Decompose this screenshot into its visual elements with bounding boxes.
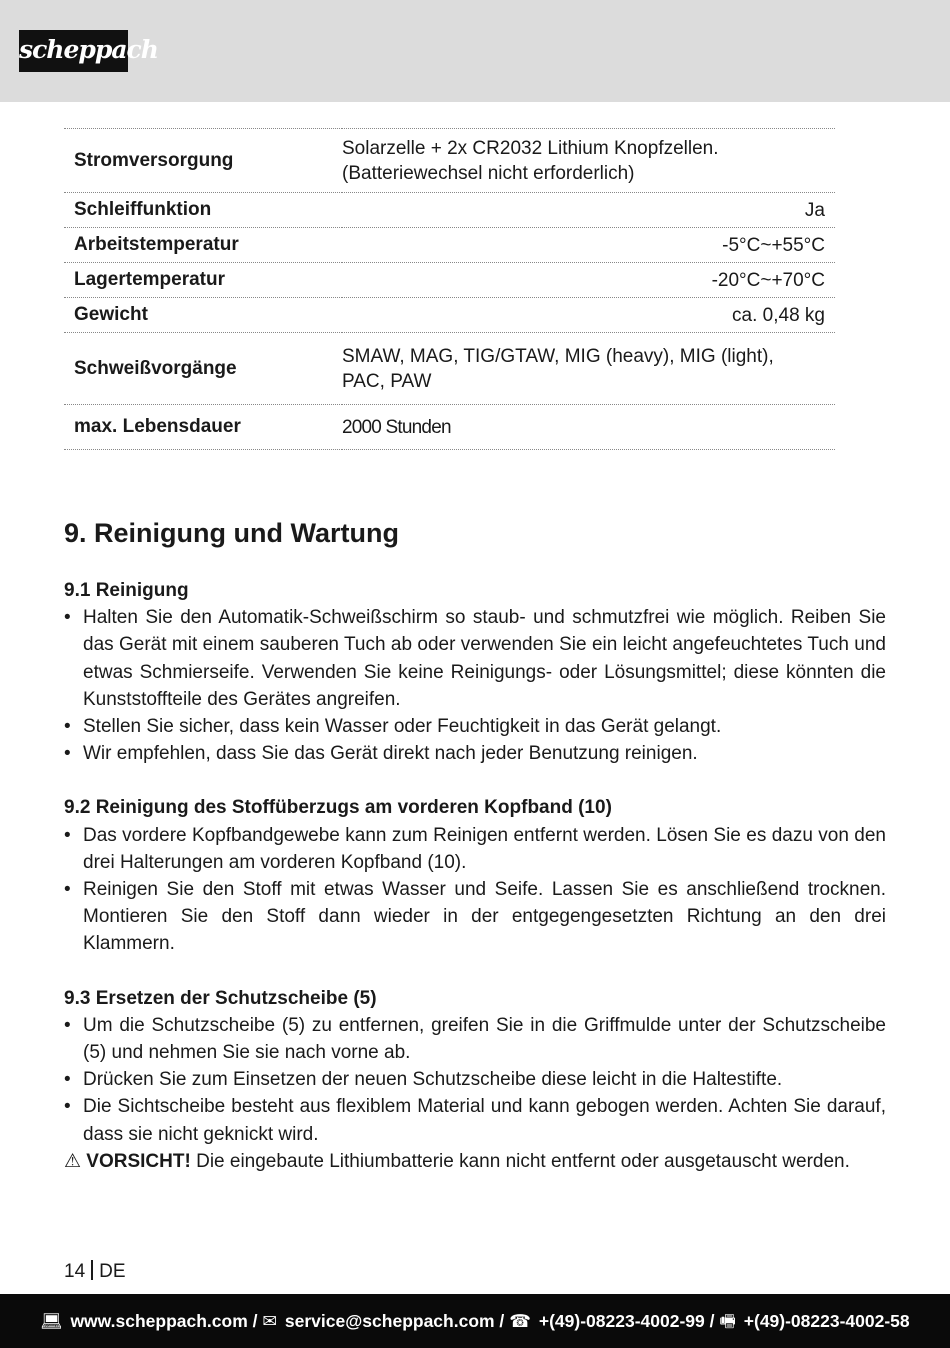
page-language: DE bbox=[99, 1261, 126, 1282]
spec-label: Arbeitstemperatur bbox=[74, 234, 239, 255]
spec-row bbox=[64, 333, 835, 405]
spec-value: ca. 0,48 kg bbox=[732, 304, 825, 326]
spec-label: Schleiffunktion bbox=[74, 199, 212, 220]
page-number-value: 14 bbox=[64, 1261, 86, 1282]
spec-row bbox=[64, 405, 835, 450]
phone-icon: ☎︎ bbox=[509, 1311, 531, 1331]
page-separator bbox=[91, 1260, 93, 1280]
bullet-list bbox=[64, 822, 886, 958]
contact-footer bbox=[0, 1294, 950, 1348]
email-link[interactable]: service@scheppach.com / bbox=[284, 1311, 505, 1331]
spec-row bbox=[64, 129, 835, 193]
subsection-heading: 9.3 Ersetzen der Schutzscheibe (5) bbox=[64, 987, 377, 1009]
list-item: • Wir empfehlen, dass Sie das Gerät direkt nach jeder Benutzung reinigen. bbox=[64, 740, 886, 767]
warning-triangle-icon: ⚠ VORSICHT! bbox=[64, 1150, 191, 1172]
list-item: • Reinigen Sie den Stoff mit etwas Wasser und Seife. Lassen Sie es anschließend trocknen. Montieren Sie den Stoff dann wieder in der entgegengesetzten Richtung an den drei Klammern. bbox=[64, 876, 886, 958]
list-item: • Die Sichtscheibe besteht aus flexiblem Material und kann gebogen werden. Achten Sie darauf, dass sie nicht geknickt wird. bbox=[64, 1093, 886, 1147]
spec-value: SMAW, MAG, TIG/GTAW, MIG (heavy), MIG (light), PAC, PAW bbox=[342, 345, 774, 392]
page-number bbox=[64, 1258, 126, 1285]
section-title: 9. Reinigung und Wartung bbox=[64, 518, 399, 548]
spec-value: 2000 Stunden bbox=[342, 416, 451, 438]
page-header bbox=[0, 0, 950, 102]
bullet-list bbox=[64, 1012, 886, 1148]
spec-value: -5°C~+55°C bbox=[722, 234, 825, 256]
spec-row bbox=[64, 263, 835, 298]
computer-icon: 💻︎ bbox=[40, 1311, 63, 1331]
list-item: • Drücken Sie zum Einsetzen der neuen Schutzscheibe diese leicht in die Haltestifte. bbox=[64, 1066, 886, 1093]
spec-label: Lagertemperatur bbox=[74, 269, 225, 290]
fax-number: +(49)-08223-4002-58 bbox=[743, 1311, 910, 1331]
bullet-list bbox=[64, 604, 886, 767]
spec-label: Stromversorgung bbox=[74, 149, 234, 171]
spec-label: max. Lebensdauer bbox=[74, 416, 241, 437]
list-item: • Um die Schutzscheibe (5) zu entfernen, greifen Sie in die Griffmulde unter der Schutzscheibe (5) und nehmen Sie sie nach vorne ab. bbox=[64, 1012, 886, 1066]
spec-label: Gewicht bbox=[74, 304, 148, 325]
subsection-heading: 9.1 Reinigung bbox=[64, 580, 189, 601]
specifications-table bbox=[64, 128, 835, 450]
section-content bbox=[64, 577, 886, 1175]
spec-label: Schweißvorgänge bbox=[74, 357, 237, 379]
spec-value: -20°C~+70°C bbox=[711, 269, 825, 291]
list-item: • Das vordere Kopfbandgewebe kann zum Reinigen entfernt werden. Lösen Sie es dazu von den drei Halterungen am vorderen Kopfband (10). bbox=[64, 822, 886, 876]
list-item: • Stellen Sie sicher, dass kein Wasser oder Feuchtigkeit in das Gerät gelangt. bbox=[64, 713, 886, 740]
warning-note bbox=[64, 1148, 886, 1175]
subsection-heading: 9.2 Reinigung des Stoffüberzugs am vorderen Kopfband (10) bbox=[64, 797, 612, 819]
warning-text: Die eingebaute Lithiumbatterie kann nicht entfernt oder ausgetauscht werden. bbox=[190, 1150, 850, 1172]
phone-number: +(49)-08223-4002-99 / bbox=[538, 1311, 715, 1331]
spec-value: Ja bbox=[804, 199, 825, 221]
fax-icon: 🖷︎ bbox=[719, 1311, 736, 1331]
website-link[interactable]: www.scheppach.com / bbox=[70, 1311, 258, 1331]
spec-row bbox=[64, 298, 835, 333]
brand-logo: scheppach bbox=[19, 30, 128, 72]
mail-icon: ✉︎ bbox=[262, 1311, 278, 1331]
spec-row bbox=[64, 193, 835, 228]
list-item: • Halten Sie den Automatik-Schweißschirm so staub- und schmutzfrei wie möglich. Reiben Sie das Gerät mit einem sauberen Tuch ab oder verwenden Sie ein leicht angefeuchtetes Tuch und etwas Schmierseife. Verwenden Sie keine Reinigungs- oder Lösungsmittel; diese könnten die Kunststoffteile des Gerätes angreifen. bbox=[64, 604, 886, 713]
spec-row bbox=[64, 228, 835, 263]
spec-value: Solarzelle + 2x CR2032 Lithium Knopfzellen. (Batteriewechsel nicht erforderlich) bbox=[342, 137, 719, 184]
